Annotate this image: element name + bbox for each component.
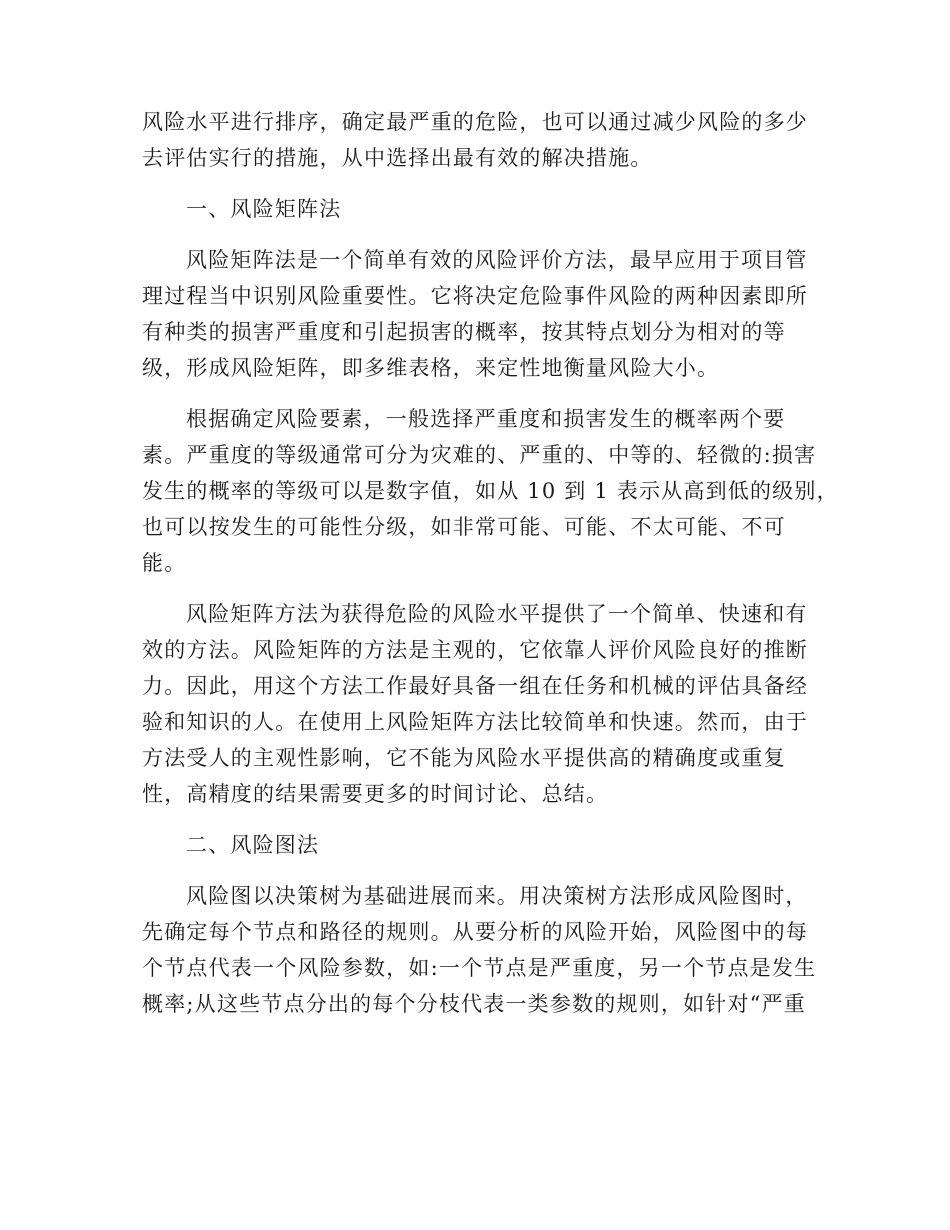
- paragraph-risk-matrix-intro: [142, 242, 812, 386]
- text-line: 去评估实行的措施，从中选择出最有效的解决措施。: [142, 146, 653, 170]
- text-line: 风险矩阵方法为获得危险的风险水平提供了一个简单、快速和有: [186, 602, 808, 626]
- text-line: 个节点代表一个风险参数，如:一个节点是严重度，另一个节点是发生: [142, 956, 817, 980]
- paragraph-risk-factors: [142, 401, 839, 581]
- section-heading: 一、风险矩阵法: [186, 197, 342, 221]
- text-line: 性，高精度的结果需要更多的时间讨论、总结。: [142, 782, 609, 806]
- paragraph-risk-graph-intro: [142, 878, 817, 1022]
- text-line: 方法受人的主观性影响，它不能为风险水平提供高的精确度或重复: [142, 746, 786, 770]
- text-line: 也可以按发生的可能性分级，如非常可能、可能、不太可能、不可: [142, 515, 786, 539]
- paragraph-gap: [142, 863, 812, 878]
- text-line: 有种类的损害严重度和引起损害的概率，按其特点划分为相对的等: [142, 320, 786, 344]
- paragraph-risk-matrix-evaluation: [142, 596, 812, 812]
- text-line: 理过程当中识别风险重要性。它将决定危险事件风险的两种因素即所: [142, 284, 808, 308]
- text-line: 效的方法。风险矩阵的方法是主观的，它依靠人评价风险良好的推断: [142, 638, 808, 662]
- section-heading-risk-matrix: [142, 191, 812, 227]
- text-line: 力。因此，用这个方法工作最好具备一组在任务和机械的评估具备经: [142, 674, 808, 698]
- text-line: 先确定每个节点和路径的规则。从要分析的风险开始，风险图中的每: [142, 920, 808, 944]
- text-line: 风险图以决策树为基础进展而来。用决策树方法形成风险图时，: [186, 884, 808, 908]
- section-heading-risk-graph: [142, 827, 812, 863]
- text-line: 概率;从这些节点分出的每个分枝代表一类参数的规则，如针对“严重: [142, 992, 807, 1016]
- text-line: 风险水平进行排序，确定最严重的危险，也可以通过减少风险的多少: [142, 110, 808, 134]
- text-line: 级，形成风险矩阵，即多维表格，来定性地衡量风险大小。: [142, 356, 720, 380]
- paragraph-gap: [142, 581, 812, 596]
- paragraph-gap: [142, 812, 812, 827]
- document-body: [142, 104, 839, 1022]
- text-line: 风险矩阵法是一个简单有效的风险评价方法，最早应用于项目管: [186, 248, 808, 272]
- text-line: 根据确定风险要素，一般选择严重度和损害发生的概率两个要: [186, 407, 786, 431]
- paragraph-gap: [142, 227, 812, 242]
- text-line: 发生的概率的等级可以是数字值，如从 10 到 1 表示从高到低的级别，: [142, 479, 839, 503]
- paragraph-continuation: [142, 104, 812, 176]
- text-line: 能。: [142, 551, 187, 575]
- paragraph-gap: [142, 386, 812, 401]
- text-line: 素。严重度的等级通常可分为灾难的、严重的、中等的、轻微的:损害: [142, 443, 817, 467]
- text-line: 验和知识的人。在使用上风险矩阵方法比较简单和快速。然而，由于: [142, 710, 808, 734]
- section-heading: 二、风险图法: [186, 833, 320, 857]
- paragraph-gap: [142, 176, 812, 191]
